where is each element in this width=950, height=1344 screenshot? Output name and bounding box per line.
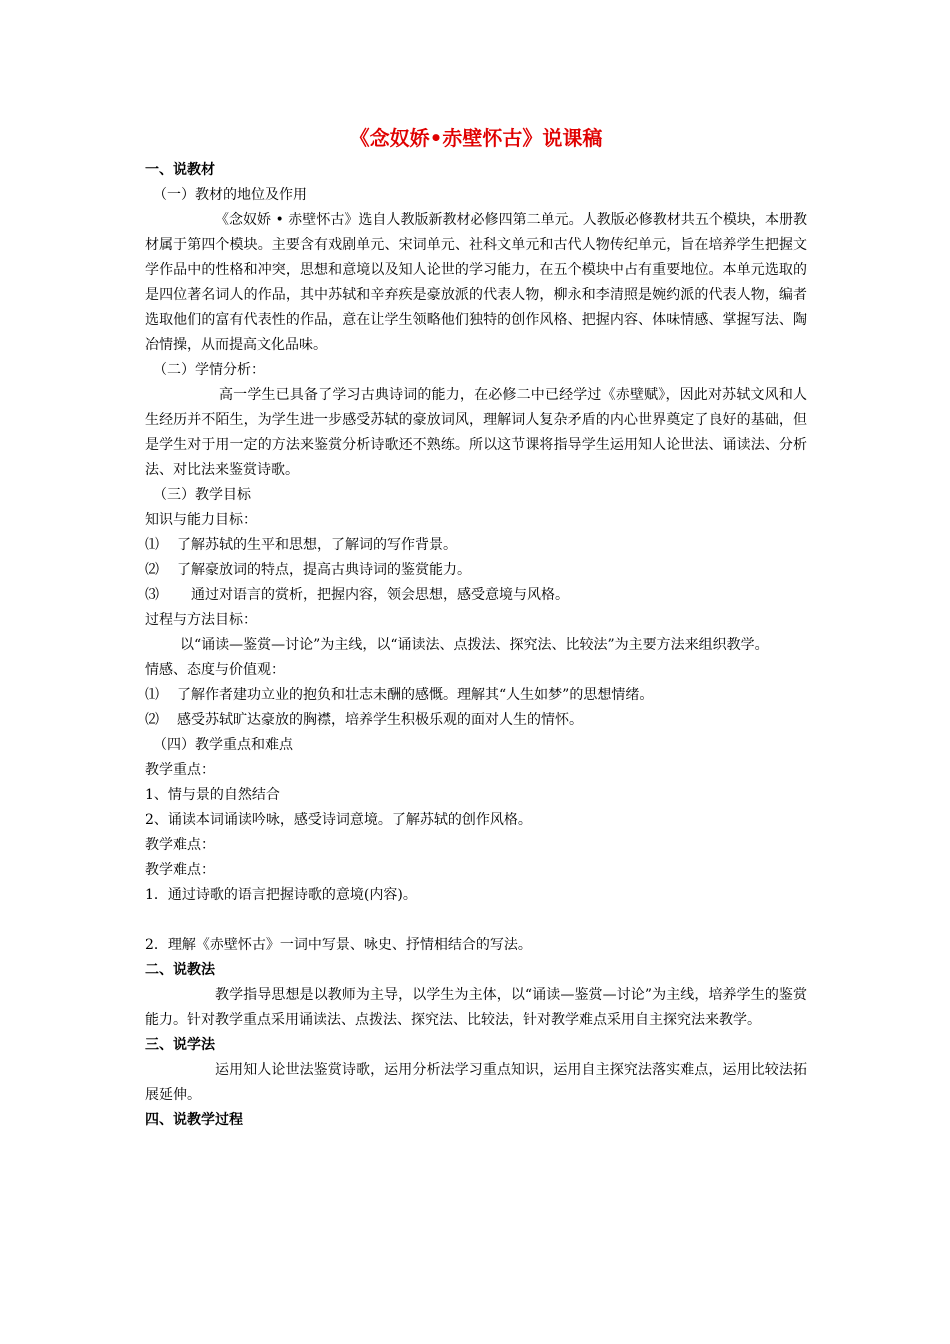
document-title: 《念奴娇•赤壁怀古》说课稿: [349, 126, 603, 150]
knowledge-goal-3: [145, 583, 807, 608]
knowledge-goals-label: 知识与能力目标：: [145, 512, 257, 528]
key-point-1: 1、情与景的自然结合: [145, 787, 280, 803]
list-number: ⑶: [145, 587, 159, 603]
process-goals-label: 过程与方法目标：: [145, 612, 257, 628]
list-text: 了解豪放词的特点，提高古典诗词的鉴赏能力。: [177, 562, 471, 578]
process-goals-paragraph: 以“诵读—鉴赏—讨论”为主线，以“诵读法、点拨法、探究法、比较法”为主要方法来组织教学。: [180, 637, 769, 653]
subsection-4-heading: （四）教学重点和难点: [153, 737, 293, 753]
knowledge-goal-1: [145, 533, 807, 558]
subsection-3-heading: （三）教学目标: [153, 487, 251, 503]
document-page: [145, 118, 807, 1133]
list-number: ⑵: [145, 712, 159, 728]
section-1-heading: 一、说教材: [145, 162, 215, 178]
subsection-1-heading: （一）教材的地位及作用: [153, 187, 307, 203]
difficulty-2: 2．理解《赤壁怀古》一词中写景、咏史、抒情相结合的写法。: [145, 937, 532, 953]
subsection-2-paragraph: 高一学生已具备了学习古典诗词的能力，在必修二中已经学过《赤壁赋》，因此对苏轼文风和人生经历并不陌生，为学生进一步感受苏轼的豪放词风，理解词人复杂矛盾的内心世界奠定了良好的基础，但是学生对于用一定的方法来鉴赏分析诗歌还不熟练。所以这节课将指导学生运用知人论世法、诵读法、分析法、对比法来鉴赏诗歌。: [145, 387, 807, 478]
list-text: 了解苏轼的生平和思想，了解词的写作背景。: [177, 537, 457, 553]
subsection-2-heading: （二）学情分析：: [153, 362, 265, 378]
key-point-2: 2、诵读本词诵读吟咏，感受诗词意境。了解苏轼的创作风格。: [145, 812, 532, 828]
list-text: 感受苏轼旷达豪放的胸襟，培养学生积极乐观的面对人生的情怀。: [177, 712, 583, 728]
subsection-1-paragraph: 《念奴娇 • 赤壁怀古》选自人教版新教材必修四第二单元。人教版必修教材共五个模块，本册教材属于第四个模块。主要含有戏剧单元、宋词单元、社科文单元和古代人物传纪单元，旨在培养学生把握文学作品中的性格和冲突，思想和意境以及知人论世的学习能力，在五个模块中占有重要地位。本单元选取的是四位著名词人的作品，其中苏轼和辛弃疾是豪放派的代表人物，柳永和李清照是婉约派的代表人物，编者选取他们的富有代表性的作品，意在让学生领略他们独特的创作风格、把握内容、体味情感、掌握写法、陶冶情操，从而提高文化品味。: [145, 212, 807, 353]
list-number: ⑴: [145, 537, 159, 553]
list-text: 通过对语言的赏析，把握内容，领会思想，感受意境与风格。: [191, 587, 569, 603]
key-points-label: 教学重点：: [145, 762, 215, 778]
list-number: ⑴: [145, 687, 159, 703]
blank-line: [145, 908, 807, 933]
section-3-paragraph: 运用知人论世法鉴赏诗歌，运用分析法学习重点知识，运用自主探究法落实难点，运用比较法拓展延伸。: [145, 1062, 807, 1103]
difficulties-label-repeat: 教学难点：: [145, 862, 215, 878]
list-number: ⑵: [145, 562, 159, 578]
list-text: 了解作者建功立业的抱负和壮志未酬的感慨。理解其“人生如梦”的思想情绪。: [177, 687, 654, 703]
difficulties-label: 教学难点：: [145, 837, 215, 853]
section-3-heading: 三、说学法: [145, 1037, 215, 1053]
section-2-heading: 二、说教法: [145, 962, 215, 978]
emotion-goal-1: [145, 683, 807, 708]
emotion-goals-label: 情感、态度与价值观：: [145, 662, 285, 678]
section-4-heading: 四、说教学过程: [145, 1112, 243, 1128]
knowledge-goal-2: [145, 558, 807, 583]
emotion-goal-2: [145, 708, 807, 733]
section-2-paragraph: 教学指导思想是以教师为主导，以学生为主体，以“诵读—鉴赏—讨论”为主线，培养学生的鉴赏能力。针对教学重点采用诵读法、点拨法、探究法、比较法，针对教学难点采用自主探究法来教学。: [145, 987, 807, 1028]
difficulty-1: 1．通过诗歌的语言把握诗歌的意境(内容)。: [145, 887, 417, 903]
